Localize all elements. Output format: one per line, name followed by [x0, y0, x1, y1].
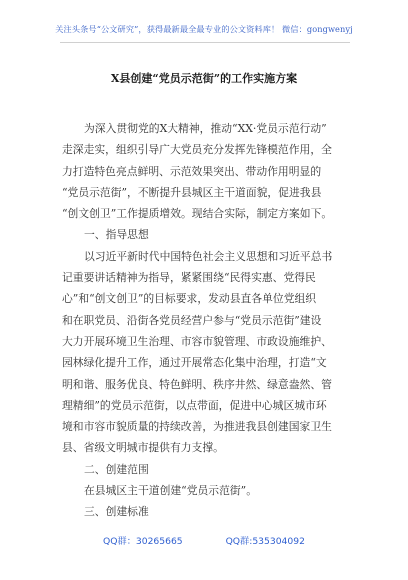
- header-banner: 关注头条号“公文研究”，获得最新最全最专业的公文资料库！ 微信：gongwenyj: [55, 24, 353, 34]
- document-title: X县创建“党员示范街”的工作实施方案: [110, 72, 298, 85]
- body-line: 大力开展环境卫生治理、市容市貌管理、市政设施维护、: [62, 334, 332, 348]
- footer-qq-group-2: QQ群:535304092: [225, 536, 305, 547]
- body-line: 二、创建范围: [84, 462, 149, 476]
- body-line: 力打造特色亮点鲜明、示范效果突出、带动作用明显的: [62, 164, 322, 178]
- body-line: 心”和“创文创卫”的目标要求，发动县直各单位党组织: [62, 292, 317, 306]
- body-line: 在县城区主干道创建“党员示范街”。: [84, 484, 257, 498]
- body-line: 理精细”的党员示范街，以点带面，促进中心城区城市环: [62, 398, 327, 412]
- body-line: 三、创建标准: [84, 505, 149, 519]
- body-line: 一、指导思想: [84, 228, 149, 242]
- body-line: 走深走实，组织引导广大党员充分发挥先锋模范作用，全: [62, 143, 332, 157]
- body-line: 境和市容市貌质量的持续改善，为推进我县创建国家卫生: [62, 420, 332, 434]
- body-line: 以习近平新时代中国特色社会主义思想和习近平总书: [84, 249, 333, 263]
- document-body: [62, 118, 352, 523]
- body-line: 县、省级文明城市提供有力支撑。: [62, 441, 224, 455]
- body-line: 明和谐、服务优良、特色鲜明、秩序井然、绿意盎然、管: [62, 377, 332, 391]
- body-line: 和在职党员、沿街各党员经营户参与“党员示范街”建设: [62, 313, 322, 327]
- body-line: 园林绿化提升工作，通过开展常态化集中治理，打造“文: [62, 356, 327, 370]
- footer-contacts: [0, 533, 408, 547]
- body-line: “创文创卫”工作提质增效。现结合实际，制定方案如下。: [62, 207, 333, 221]
- body-line: “党员示范街”，不断提升县城区主干道面貌，促进我县: [62, 185, 322, 199]
- footer-qq-group-1: QQ群：30265665: [103, 536, 183, 547]
- header-divider: [60, 42, 350, 43]
- body-line: 为深入贯彻党的X大精神，推动“XX·党员示范行动”: [84, 122, 327, 135]
- body-line: 记重要讲话精神为指导，紧紧围绕“民得实惠、党得民: [62, 271, 316, 285]
